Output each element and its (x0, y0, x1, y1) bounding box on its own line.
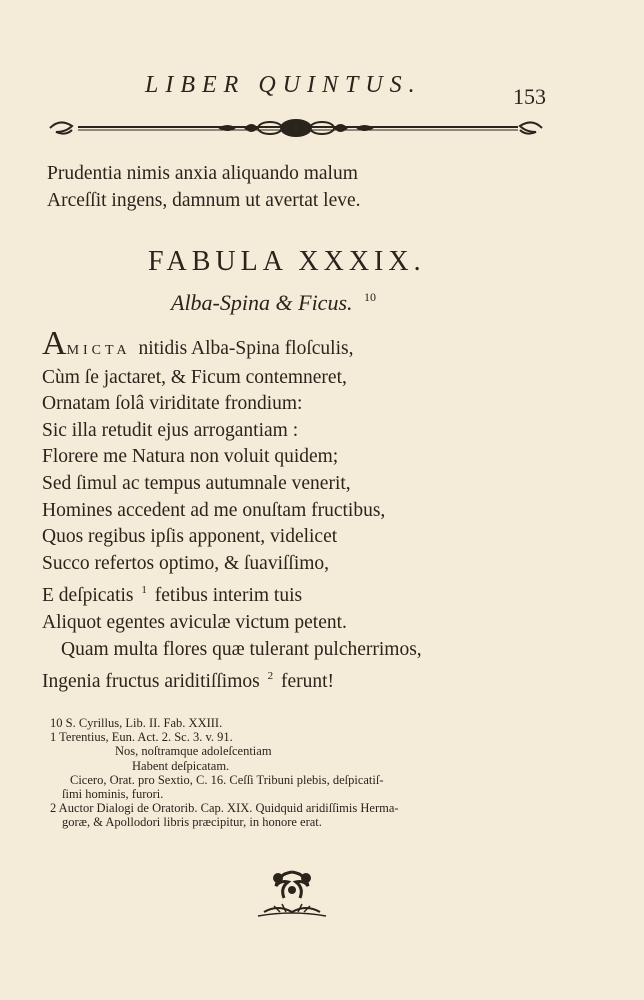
subtitle-first-plant: Alba-Spina (171, 290, 270, 315)
footnote-citation: ſimi hominis, furori. (62, 787, 164, 802)
footnote-citation: Cicero, Orat. pro Sextio, C. 16. Ceſſi Tribuni plebis, deſpicatiſ- (70, 772, 384, 787)
verse-line: Aliquot egentes aviculæ victum petent. (42, 611, 347, 633)
verse-line: Florere me Natura non voluit quidem; (42, 446, 339, 468)
footnote-ref-1: 1 (141, 584, 147, 597)
verse-line-text: ferunt! (280, 671, 335, 693)
verse-line: Ornatam ſolâ viriditate frondium: (42, 393, 303, 415)
prelude-line: Arceſſit ingens, damnum ut avertat leve. (47, 190, 361, 211)
footnote-ref-10: 10 (364, 290, 377, 304)
footnote-ref-2: 2 (267, 670, 274, 683)
footnote-quote-line: Habent deſpicatam. (132, 758, 230, 773)
drop-capital: A (42, 325, 67, 362)
floral-tailpiece-icon (254, 866, 330, 922)
footnote-2: 2 Auctor Dialogi de Oratorib. Cap. XIX. Quidquid aridiſſimis Herma- (50, 801, 399, 816)
footnote-2-continued: goræ, & Apollodori libris præcipitur, in honore erat. (62, 815, 322, 830)
verse-line-text: Ingenia fructus ariditiſſimos (42, 671, 260, 693)
verse-line (42, 325, 422, 365)
prelude-line: Prudentia nimis anxia aliquando malum (47, 163, 358, 184)
subtitle-ampersand: & (275, 290, 293, 315)
fable-title: FABULA XXXIX. (148, 246, 426, 277)
running-head: LIBER QUINTUS. (145, 72, 422, 98)
footnotes (50, 716, 590, 830)
verse-line (42, 663, 422, 696)
verse-line: Cùm ſe jactaret, & Ficum contemneret, (42, 366, 347, 388)
page-number: 153 (513, 84, 546, 109)
subtitle-second-plant: Ficus. (298, 290, 353, 315)
ornamental-rule-icon (48, 112, 544, 144)
fable-verse (42, 325, 422, 696)
verse-line: Quos regibus ipſis apponent, videlicet (42, 526, 338, 548)
prelude-moral (47, 160, 361, 214)
verse-line (42, 577, 422, 610)
verse-line-text: E deſpicatis (42, 585, 134, 607)
verse-line-text: fetibus interim tuis (154, 585, 303, 607)
verse-line: Quam multa flores quæ tulerant pulcherrimos, (61, 638, 422, 660)
verse-line: Sic illa retudit ejus arrogantiam : (42, 419, 299, 441)
verse-line-text: nitidis Alba-Spina floſculis, (138, 338, 354, 359)
small-caps-word: MICTA (66, 343, 131, 358)
verse-line: Homines accedent ad me onuſtam fructibus, (42, 499, 386, 521)
fable-subtitle (171, 290, 376, 316)
footnote-10: 10 S. Cyrillus, Lib. II. Fab. XXIII. (50, 716, 223, 730)
footnote-1: 1 Terentius, Eun. Act. 2. Sc. 3. v. 91. (50, 730, 233, 745)
verse-line: Succo refertos optimo, & ſuaviſſimo, (42, 552, 330, 574)
footnote-quote-line: Nos, noſtramque adoleſcentiam (115, 744, 272, 759)
verse-line: Sed ſimul ac tempus autumnale venerit, (42, 472, 351, 494)
